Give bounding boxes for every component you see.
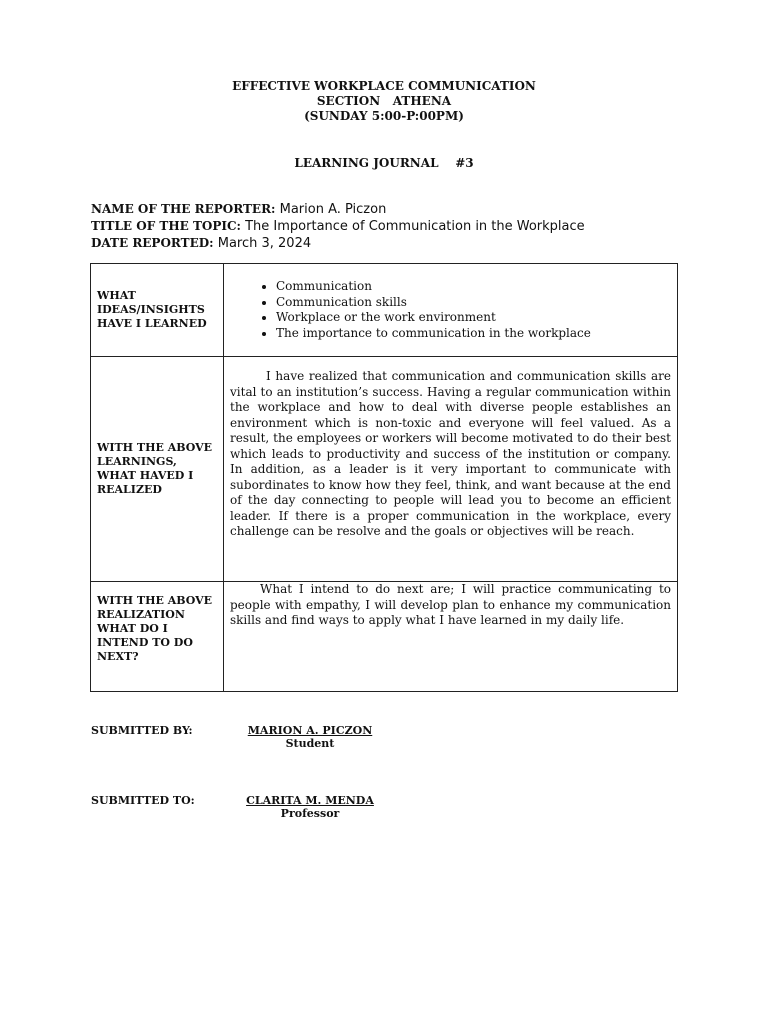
submitted-to-name: CLARITA M. MENDA xyxy=(246,794,374,807)
schedule: (SUNDAY 5:00-P:00PM) xyxy=(304,109,464,123)
table-row xyxy=(91,264,678,357)
date-value: March 3, 2024 xyxy=(213,236,312,251)
answer-text: What I intend to do next are; I will practice communicating to people with empathy, I will develop plan to enhance my communication skills and find ways to apply what I have learned in my daily life. xyxy=(230,582,671,627)
journal-table xyxy=(90,263,678,692)
submitted-by-name: MARION A. PICZON xyxy=(247,724,373,737)
submitted-to-block xyxy=(240,794,380,820)
answer-text: I have realized that communication and communication skills are vital to an institution’s success. Having a regular communication within the workplace and how to deal with diverse people establishes an environment which is non-toxic and everyone will feel valued. As a result, the employees or workers will become motivated to do their best which leads to productivity and success of the institution or company. In addition, as a leader is it very important to communicate with subordinates to know how they feel, think, and want because at the end of the day connecting to people will lead you to become an efficient leader. If there is a proper communication in the workplace, every challenge can be resolve and the goals or objectives will be reach. xyxy=(230,369,671,538)
list-item: • Workplace or the work environment xyxy=(276,310,671,326)
list-item: • The importance to communication in the workplace xyxy=(276,326,671,342)
journal-title: LEARNING JOURNAL #3 xyxy=(294,156,474,170)
document-header xyxy=(0,79,768,124)
list-item: • Communication xyxy=(276,279,671,295)
answer-cell xyxy=(224,264,678,357)
section-name: SECTION ATHENA xyxy=(316,94,452,108)
answer-cell xyxy=(224,357,678,582)
answer-cell xyxy=(224,582,678,692)
reporter-value: Marion A. Piczon xyxy=(275,202,387,217)
list-item: • Communication skills xyxy=(276,295,671,311)
topic-label: TITLE OF THE TOPIC: xyxy=(91,219,241,233)
submitted-to-label: SUBMITTED TO: xyxy=(91,794,195,807)
question-cell: WHAT IDEAS/INSIGHTS HAVE I LEARNED xyxy=(91,264,224,357)
question-cell: WITH THE ABOVE LEARNINGS, WHAT HAVED I REALIZED xyxy=(91,357,224,582)
date-line xyxy=(91,235,691,252)
reporter-line xyxy=(91,201,691,218)
table-row xyxy=(91,357,678,582)
insights-list xyxy=(230,279,671,341)
topic-line xyxy=(91,218,691,235)
date-label: DATE REPORTED: xyxy=(91,236,214,250)
submitted-by-label: SUBMITTED BY: xyxy=(91,724,193,737)
table-row xyxy=(91,582,678,692)
reporter-label: NAME OF THE REPORTER: xyxy=(91,202,276,216)
submitted-by-block xyxy=(240,724,380,750)
submitted-to-role: Professor xyxy=(280,807,340,820)
course-title: EFFECTIVE WORKPLACE COMMUNICATION xyxy=(232,79,536,93)
question-cell: WITH THE ABOVE REALIZATION WHAT DO I INTEND TO DO NEXT? xyxy=(91,582,224,692)
report-meta xyxy=(91,201,691,252)
topic-value: The Importance of Communication in the Workplace xyxy=(240,219,585,234)
submitted-by-role: Student xyxy=(285,737,335,750)
